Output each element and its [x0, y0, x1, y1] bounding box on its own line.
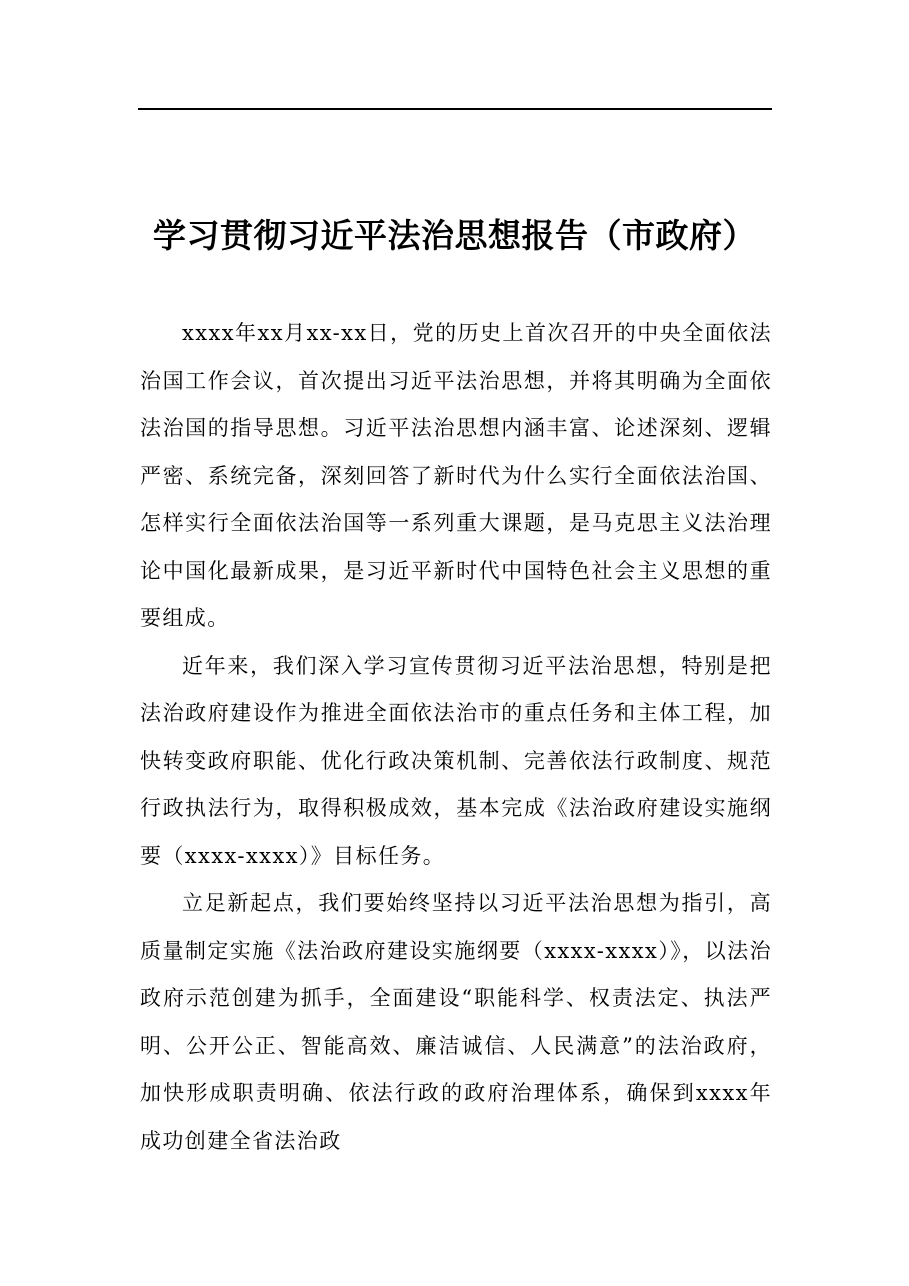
document-body [140, 310, 772, 1165]
document-title: 学习贯彻习近平法治思想报告（市政府） [153, 216, 756, 255]
paragraph-1: xxxx年xx月xx-xx日，党的历史上首次召开的中央全面依法治国工作会议，首次提出习近平法治思想，并将其明确为全面依法治国的指导思想。习近平法治思想内涵丰富、论述深刻、逻辑严密、系统完备，深刻回答了新时代为什么实行全面依法治国、怎样实行全面依法治国等一系列重大课题，是马克思主义法治理论中国化最新成果，是习近平新时代中国特色社会主义思想的重要组成。 [140, 321, 772, 630]
paragraph-3: 立足新起点，我们要始终坚持以习近平法治思想为指引，高质量制定实施《法治政府建设实施纲要（xxxx-xxxx）》，以法治政府示范创建为抓手，全面建设“职能科学、权责法定、执法严明、公开公正、智能高效、廉洁诚信、人民满意”的法治政府，加快形成职责明确、依法行政的政府治理体系，确保到xxxx年成功创建全省法治政 [140, 891, 772, 1153]
paragraph-2: 近年来，我们深入学习宣传贯彻习近平法治思想，特别是把法治政府建设作为推进全面依法治市的重点任务和主体工程，加快转变政府职能、优化行政决策机制、完善依法行政制度、规范行政执法行为，取得积极成效，基本完成《法治政府建设实施纲要（xxxx-xxxx）》目标任务。 [140, 653, 772, 868]
header-rule [138, 108, 772, 110]
